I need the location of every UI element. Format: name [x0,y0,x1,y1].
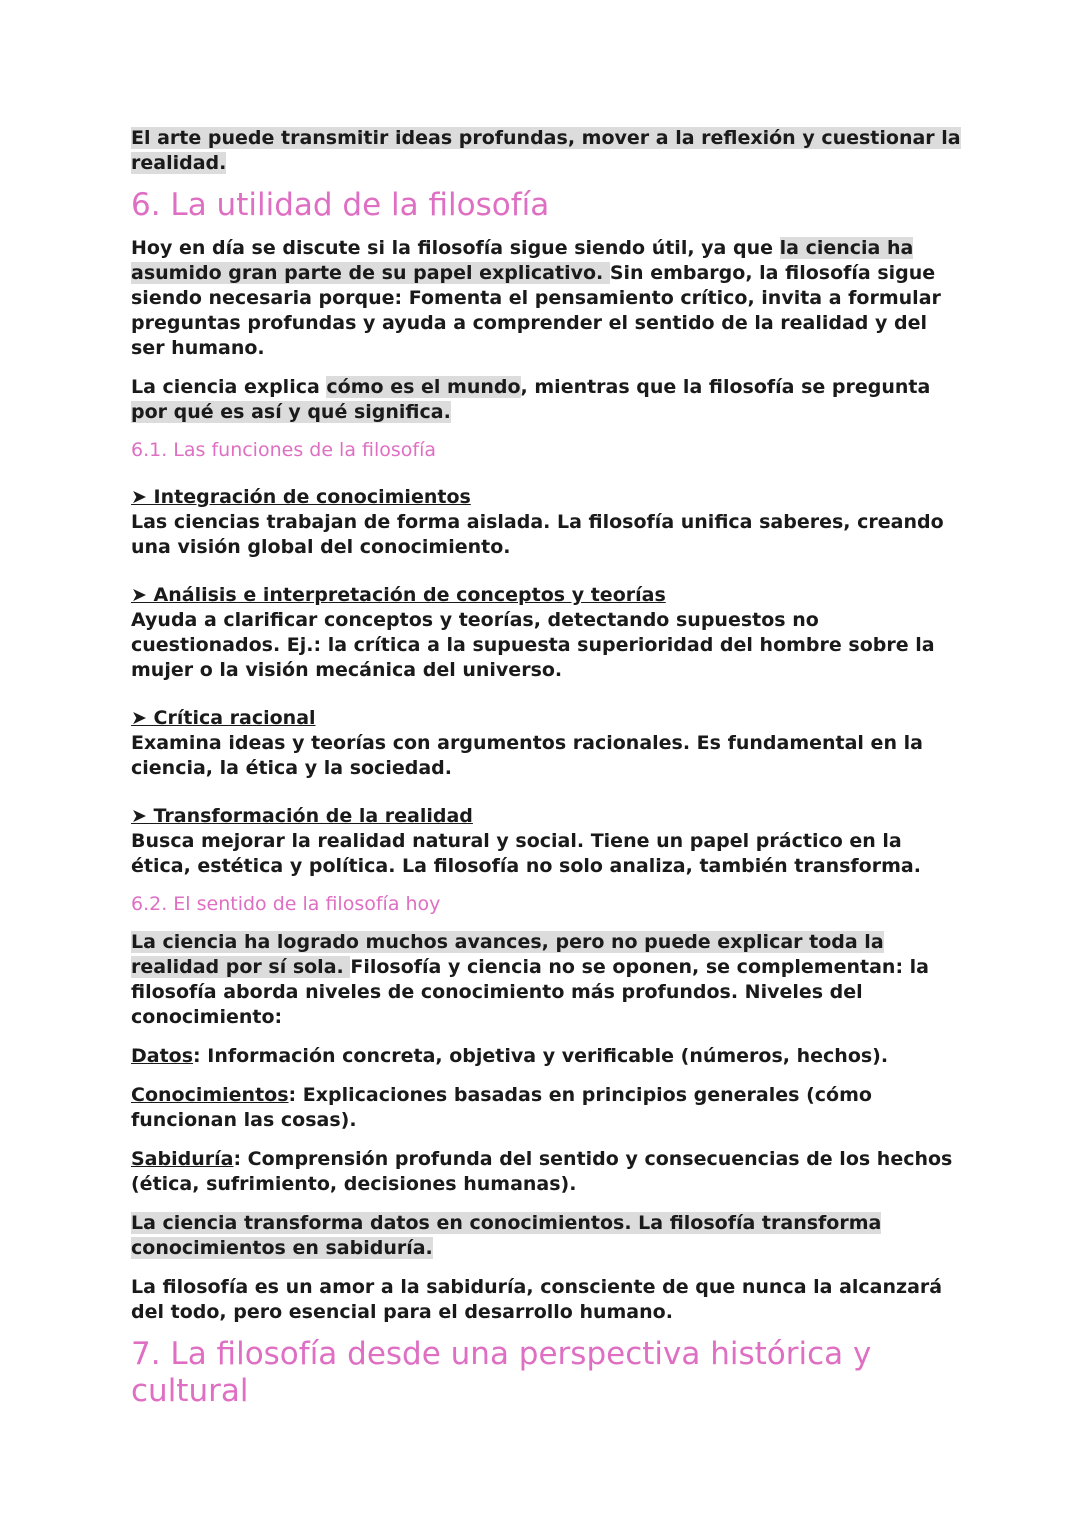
function-block [131,706,961,781]
closing-paragraph: La filosofía es un amor a la sabiduría, consciente de que nunca la alcanzará del todo, pero esencial para el desarrollo humano. [131,1276,943,1323]
section-6-paragraph-1 [131,236,961,361]
highlight-run: cómo es el mundo [326,376,521,398]
level-term: Datos [131,1045,194,1067]
function-heading: ➤ Transformación de la realidad [131,805,473,827]
knowledge-level [131,1083,961,1133]
function-body: Busca mejorar la realidad natural y social. Tiene un papel práctico en la ética, estética y política. La filosofía no solo analiza, también transforma. [131,830,921,877]
level-definition: : Comprensión profunda del sentido y consecuencias de los hechos (ética, sufrimiento, decisiones humanas). [131,1148,953,1195]
subsection-6-1-title: 6.1. Las funciones de la filosofía [131,439,437,461]
level-definition: : Información concreta, objetiva y verificable (números, hechos). [193,1045,889,1067]
function-heading: ➤ Crítica racional [131,707,316,729]
intro-highlight: El arte puede transmitir ideas profundas, mover a la reflexión y cuestionar la realidad. [131,127,961,174]
function-heading: ➤ Análisis e interpretación de conceptos y teorías [131,584,666,606]
text-run: Filosofía y ciencia no se oponen, se complementan: la filosofía aborda niveles de conocimiento más profundos. Niveles del conocimiento: [131,956,929,1028]
subsection-6-2-paragraph [131,930,961,1030]
highlight-run: La ciencia ha logrado muchos avances, pero no puede explicar toda la realidad por sí sola. [131,931,884,978]
section-7-title: 7. La filosofía desde una perspectiva histórica y cultural [131,1336,872,1409]
function-body: Ayuda a clarificar conceptos y teorías, detectando supuestos no cuestionados. Ej.: la crítica a la supuesta superioridad del hombre sobre la mujer o la visión mecánica del universo. [131,609,935,681]
highlight-run: La ciencia transforma datos en conocimientos. La filosofía transforma conocimientos en sabiduría. [131,1212,882,1259]
function-block [131,485,961,560]
subsection-6-2-title: 6.2. El sentido de la filosofía hoy [131,893,441,915]
knowledge-level [131,1044,961,1069]
text-run: Sin embargo, la filosofía sigue siendo necesaria porque: Fomenta el pensamiento crítico, invita a formular preguntas profundas y ayuda a comprender el sentido de la realidad y del ser humano. [131,262,941,359]
function-block [131,804,961,879]
function-block [131,583,961,683]
text-run: Hoy en día se discute si la filosofía sigue siendo útil, ya que [131,237,780,259]
knowledge-level [131,1147,961,1197]
function-heading: ➤ Integración de conocimientos [131,486,471,508]
intro-paragraph [131,126,961,176]
document-page [131,126,961,1410]
highlight-run: la ciencia ha asumido gran parte de su papel explicativo. [131,237,914,284]
level-term: Sabiduría [131,1148,234,1170]
section-6-title: 6. La utilidad de la filosofía [131,187,550,223]
function-body: Examina ideas y teorías con argumentos racionales. Es fundamental en la ciencia, la ética y la sociedad. [131,732,923,779]
highlight-paragraph [131,1211,961,1261]
highlight-run: por qué es así y qué significa. [131,401,451,423]
level-definition: : Explicaciones basadas en principios generales (cómo funcionan las cosas). [131,1084,872,1131]
text-run: , mientras que la filosofía se pregunta [520,376,931,398]
section-6-paragraph-2 [131,375,961,425]
text-run: La ciencia explica [131,376,327,398]
function-body: Las ciencias trabajan de forma aislada. La filosofía unifica saberes, creando una visión global del conocimiento. [131,511,944,558]
level-term: Conocimientos [131,1084,289,1106]
